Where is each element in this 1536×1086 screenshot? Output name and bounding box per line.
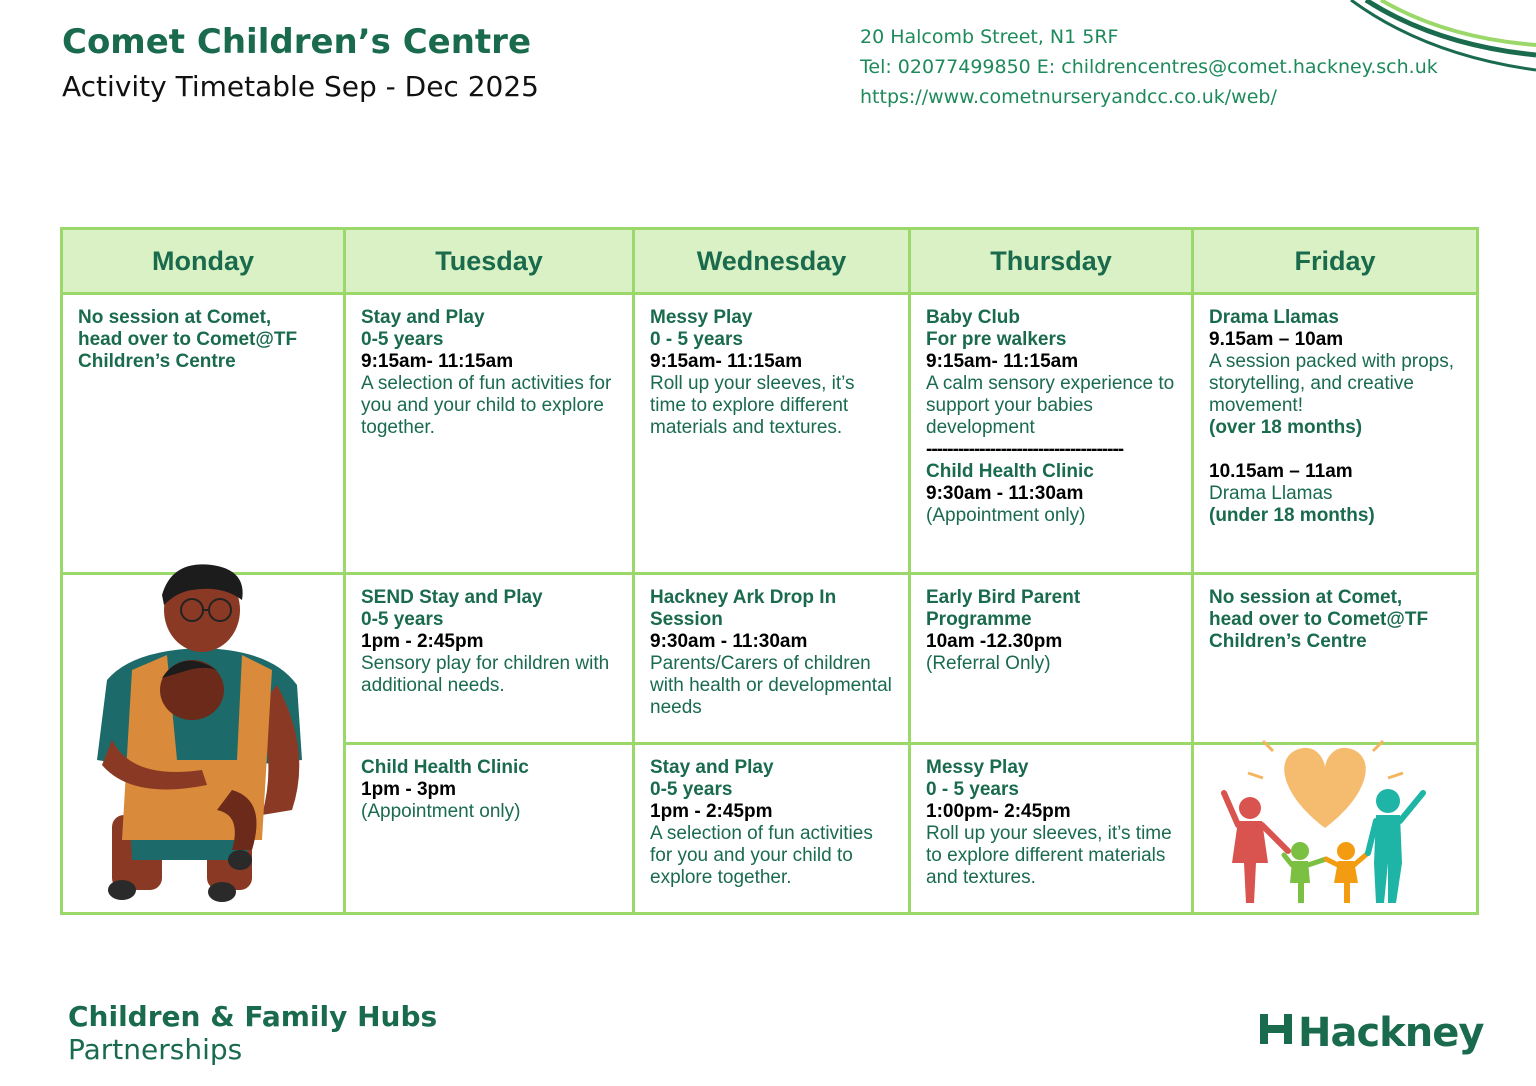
day-header-tuesday: Tuesday xyxy=(345,229,634,294)
session-time: 1pm - 2:45pm xyxy=(361,631,484,652)
day-header-wednesday: Wednesday xyxy=(634,229,910,294)
session-title: SEND Stay and Play xyxy=(361,587,543,608)
session-title: Messy Play xyxy=(650,307,753,328)
friday-note-line: Children’s Centre xyxy=(1209,631,1367,652)
monday-note-line: No session at Comet, xyxy=(78,307,272,328)
hackney-logo xyxy=(1258,1010,1483,1056)
wednesday-afternoon-cell xyxy=(634,574,910,744)
session-age: 0 - 5 years xyxy=(650,329,743,350)
session-age: 0-5 years xyxy=(650,779,733,800)
session-note: (Appointment only) xyxy=(926,505,1086,526)
friday-note-line: head over to Comet@TF xyxy=(1209,609,1429,630)
session-note: (Appointment only) xyxy=(361,801,521,822)
thursday-morning-cell xyxy=(910,294,1193,574)
partnership-logo-line2: Partnerships xyxy=(68,1033,243,1066)
session-desc: Sensory play for children with additional needs. xyxy=(361,653,610,696)
session-time: 9.15am – 10am xyxy=(1209,329,1344,350)
session-note: (under 18 months) xyxy=(1209,505,1375,526)
wednesday-morning-cell xyxy=(634,294,910,574)
hackney-logo-text: Hackney xyxy=(1298,1010,1484,1056)
page-title: Comet Children’s Centre xyxy=(62,22,532,62)
session-time: 10.15am – 11am xyxy=(1209,461,1353,482)
friday-note-line: No session at Comet, xyxy=(1209,587,1403,608)
session-time: 10am -12.30pm xyxy=(926,631,1063,652)
day-header-friday: Friday xyxy=(1193,229,1478,294)
session-divider: ------------------------------------- xyxy=(926,439,1124,460)
family-heart-illustration xyxy=(1218,733,1433,908)
address-text: 20 Halcomb Street, N1 5RF xyxy=(860,26,1119,48)
page-subtitle: Activity Timetable Sep - Dec 2025 xyxy=(62,70,539,103)
session-time: 1pm - 2:45pm xyxy=(650,801,773,822)
table-header-row xyxy=(62,229,1478,294)
session-desc: A selection of fun activities for you and your child to explore together. xyxy=(361,373,612,438)
tuesday-late-cell xyxy=(345,744,634,914)
session-title: Hackney Ark Drop In Session xyxy=(650,587,837,630)
session-time: 9:30am - 11:30am xyxy=(650,631,808,652)
monday-note-line: head over to Comet@TF xyxy=(78,329,298,350)
website-link[interactable]: https://www.cometnurseryandcc.co.uk/web/ xyxy=(860,86,1277,108)
day-header-monday: Monday xyxy=(62,229,345,294)
partnership-logo xyxy=(68,1000,437,1066)
session-desc: A calm sensory experience to support your babies development xyxy=(926,373,1175,438)
thursday-afternoon-cell xyxy=(910,574,1193,744)
tuesday-afternoon-cell xyxy=(345,574,634,744)
session-note: (Referral Only) xyxy=(926,653,1051,674)
session-desc: Roll up your sleeves, it’s time to explore different materials and textures. xyxy=(650,373,855,438)
friday-morning-cell xyxy=(1193,294,1478,574)
session-age: For pre walkers xyxy=(926,329,1067,350)
session-time: 9:15am- 11:15am xyxy=(926,351,1079,372)
corner-swoosh-graphic xyxy=(1346,0,1536,80)
session-time: 9:15am- 11:15am xyxy=(361,351,514,372)
friday-afternoon-cell xyxy=(1193,574,1478,744)
session-title: Child Health Clinic xyxy=(926,461,1094,482)
session-note: (over 18 months) xyxy=(1209,417,1363,438)
session-title: Drama Llamas xyxy=(1209,307,1339,328)
session-title: Stay and Play xyxy=(361,307,485,328)
thursday-late-cell xyxy=(910,744,1193,914)
session-time: 1:00pm- 2:45pm xyxy=(926,801,1071,822)
session-age: 0 - 5 years xyxy=(926,779,1019,800)
parent-with-baby-illustration xyxy=(92,560,322,905)
session-age: 0-5 years xyxy=(361,609,444,630)
session-desc: Drama Llamas xyxy=(1209,483,1333,504)
session-title: Stay and Play xyxy=(650,757,774,778)
tuesday-morning-cell xyxy=(345,294,634,574)
session-title: Messy Play xyxy=(926,757,1029,778)
table-row xyxy=(62,294,1478,574)
session-desc: Parents/Carers of children with health or developmental needs xyxy=(650,653,892,718)
contact-line: Tel: 02077499850 E: childrencentres@comet.hackney.sch.uk xyxy=(860,56,1438,78)
session-title: Child Health Clinic xyxy=(361,757,529,778)
session-time: 9:15am- 11:15am xyxy=(650,351,803,372)
session-age: 0-5 years xyxy=(361,329,444,350)
session-title: Early Bird Parent Programme xyxy=(926,587,1081,630)
hackney-mark-icon xyxy=(1258,1010,1294,1056)
session-desc: A selection of fun activities for you and your child to explore together. xyxy=(650,823,873,888)
partnership-logo-line1: Children & Family Hubs xyxy=(68,1000,438,1033)
day-header-thursday: Thursday xyxy=(910,229,1193,294)
session-desc: Roll up your sleeves, it’s time to explore different materials and textures. xyxy=(926,823,1172,888)
session-time: 1pm - 3pm xyxy=(361,779,457,800)
wednesday-late-cell xyxy=(634,744,910,914)
session-desc: A session packed with props, storytelling, and creative movement! xyxy=(1209,351,1455,416)
monday-note-line: Children’s Centre xyxy=(78,351,236,372)
session-title: Baby Club xyxy=(926,307,1020,328)
monday-morning-cell xyxy=(62,294,345,574)
session-time: 9:30am - 11:30am xyxy=(926,483,1084,504)
